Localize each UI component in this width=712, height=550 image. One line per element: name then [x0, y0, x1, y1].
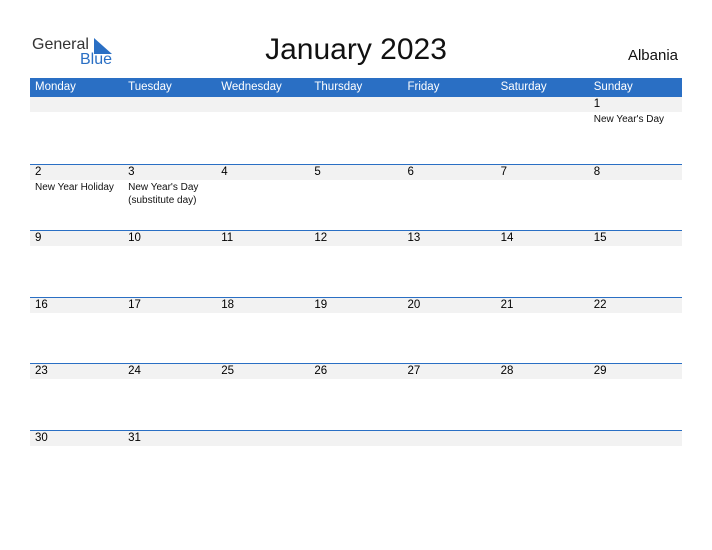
week-row	[30, 430, 682, 497]
day-cell	[216, 298, 309, 364]
day-cell	[30, 364, 123, 430]
day-number: 21	[500, 298, 514, 311]
holiday-label: New Year Holiday	[35, 181, 114, 193]
day-cell	[123, 364, 216, 430]
day-cell	[589, 97, 682, 164]
day-number: 23	[35, 365, 48, 378]
day-number: 15	[593, 232, 607, 245]
day-cell	[589, 298, 682, 364]
country-label: Albania	[627, 47, 678, 64]
day-cell	[403, 364, 496, 430]
day-number: 25	[221, 365, 235, 378]
day-number: 16	[35, 298, 48, 311]
holiday-label: New Year's Day	[593, 114, 665, 125]
day-cell	[123, 97, 216, 164]
day-number: 6	[407, 165, 414, 178]
weekday-saturday: Saturday	[500, 81, 547, 93]
day-number: 19	[314, 298, 328, 311]
day-number: 30	[35, 431, 48, 444]
day-number: 7	[500, 165, 508, 178]
day-number	[501, 431, 589, 446]
day-number: 1	[593, 98, 601, 110]
day-number: 28	[500, 365, 514, 378]
calendar-grid	[30, 97, 682, 497]
day-cell	[216, 364, 309, 430]
day-cell	[403, 298, 496, 364]
day-cell	[216, 431, 309, 497]
day-cell	[30, 97, 123, 164]
day-number	[314, 97, 402, 112]
day-cell	[123, 231, 216, 297]
day-cell	[309, 165, 402, 231]
day-number: 3	[128, 165, 135, 178]
day-cell	[496, 97, 589, 164]
day-cell	[30, 231, 123, 297]
weekday-thursday: Thursday	[314, 81, 363, 93]
day-number	[408, 97, 496, 112]
day-number: 12	[314, 232, 328, 245]
day-number	[221, 97, 309, 112]
day-cell	[216, 97, 309, 164]
day-number	[221, 431, 309, 446]
week-row	[30, 230, 682, 297]
day-number: 31	[128, 431, 141, 444]
day-number: 22	[593, 298, 607, 311]
day-number: 27	[407, 365, 421, 378]
day-cell	[309, 364, 402, 430]
day-cell	[403, 431, 496, 497]
day-cell	[309, 231, 402, 297]
weekday-sunday: Sunday	[593, 81, 633, 93]
calendar-title: January 2023	[265, 33, 447, 66]
day-number: 17	[128, 298, 141, 311]
day-number	[501, 97, 589, 112]
day-number: 2	[35, 165, 42, 178]
day-cell	[403, 231, 496, 297]
day-cell	[589, 364, 682, 430]
week-row	[30, 363, 682, 430]
holiday-label: New Year's Day (substitute day)	[128, 181, 199, 206]
day-cell	[589, 165, 682, 231]
week-row	[30, 97, 682, 164]
day-cell	[123, 165, 216, 231]
brand-word-blue: Blue	[80, 51, 113, 68]
day-number: 11	[221, 232, 234, 245]
day-number	[314, 431, 402, 446]
week-row	[30, 164, 682, 231]
weekday-wednesday: Wednesday	[221, 81, 282, 93]
day-cell	[589, 231, 682, 297]
day-cell	[589, 431, 682, 497]
day-number: 24	[128, 365, 141, 378]
day-number: 5	[314, 165, 321, 178]
day-number: 9	[35, 232, 42, 245]
day-number: 10	[128, 232, 141, 245]
day-cell	[496, 231, 589, 297]
day-cell	[123, 298, 216, 364]
day-cell	[216, 165, 309, 231]
day-cell	[403, 97, 496, 164]
day-number: 26	[314, 365, 328, 378]
day-number: 4	[221, 165, 228, 178]
day-cell	[30, 165, 123, 231]
day-number: 18	[221, 298, 235, 311]
day-number: 8	[593, 165, 601, 178]
day-cell	[216, 231, 309, 297]
day-cell	[309, 431, 402, 497]
day-cell	[123, 431, 216, 497]
day-cell	[403, 165, 496, 231]
day-number	[594, 431, 682, 446]
week-row	[30, 297, 682, 364]
weekday-friday: Friday	[407, 81, 440, 93]
day-cell	[496, 364, 589, 430]
weekday-monday: Monday	[35, 81, 76, 93]
day-cell	[309, 97, 402, 164]
day-number	[408, 431, 496, 446]
day-number	[128, 97, 216, 112]
day-cell	[496, 165, 589, 231]
day-number: 29	[593, 365, 607, 378]
brand-word-general: General	[32, 36, 89, 53]
day-cell	[496, 431, 589, 497]
day-number: 20	[407, 298, 421, 311]
day-cell	[496, 298, 589, 364]
day-number	[35, 97, 123, 112]
day-cell	[30, 298, 123, 364]
day-number: 13	[407, 232, 421, 245]
day-number: 14	[500, 232, 514, 245]
weekday-tuesday: Tuesday	[128, 81, 172, 93]
weekday-header	[30, 78, 682, 97]
day-cell	[30, 431, 123, 497]
day-cell	[309, 298, 402, 364]
